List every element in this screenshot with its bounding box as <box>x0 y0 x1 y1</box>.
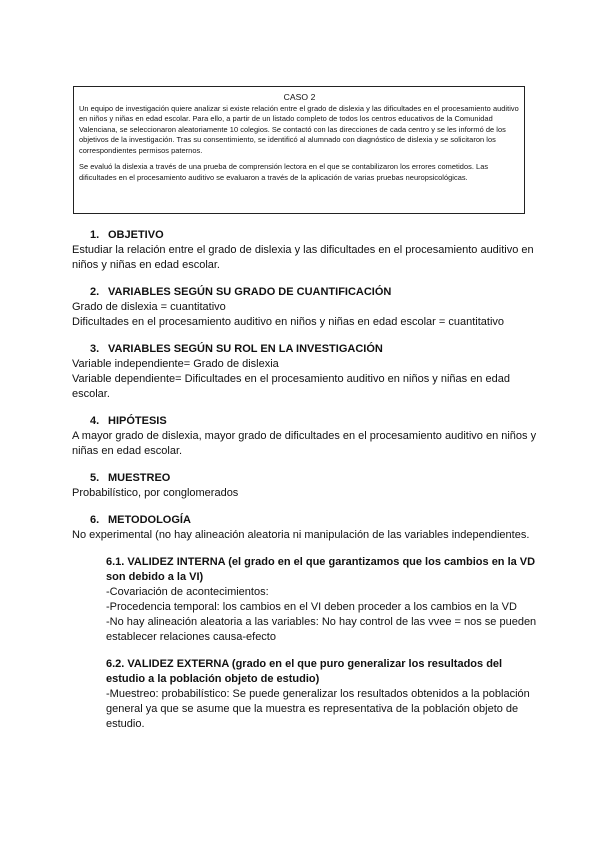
subsection-body: -Muestreo: probabilístico: Se puede generalizar los resultados obtenidos a la población general ya que se asume que la muestra es representativa de la población objeto de estudio. <box>106 688 530 730</box>
subsection-heading: 6.1. VALIDEZ INTERNA (el grado en el que garantizamos que los cambios en la VD son debido a la VI) <box>106 556 536 583</box>
subsection-heading: 6.2. VALIDEZ EXTERNA (grado en el que puro generalizar los resultados del estudio a la población objeto de estudio) <box>106 658 503 685</box>
subsection-validez-externa <box>106 657 540 732</box>
section-heading: 6. METODOLOGÍA <box>90 514 191 526</box>
subsection-body: -Covariación de acontecimientos: -Procedencia temporal: los cambios en el VI deben proceder a los cambios en la VD -No hay alineación aleatoria a las variables: No hay control de las vvee = nos se pueden establecer relaciones causa-efecto <box>106 586 537 643</box>
section-body: Probabilístico, por conglomerados <box>72 487 239 499</box>
case-paragraph-2: Se evaluó la dislexia a través de una prueba de comprensión lectora en el que se contabilizaron los errores cometidos. Las dificultades en el procesamiento auditivo se evaluaron a través de la aplicación de varias pruebas neuropsicológicas. <box>79 162 489 182</box>
section-heading: 1. OBJETIVO <box>90 229 164 241</box>
section-variables-cuantificacion <box>72 285 540 330</box>
section-heading: 3. VARIABLES SEGÚN SU ROL EN LA INVESTIGACIÓN <box>90 343 383 355</box>
section-metodologia <box>72 513 540 543</box>
section-body: Variable independiente= Grado de dislexia Variable dependiente= Dificultades en el procesamiento auditivo en niños y niñas en edad escolar. <box>72 358 510 400</box>
section-heading: 2. VARIABLES SEGÚN SU GRADO DE CUANTIFICACIÓN <box>90 286 392 298</box>
section-body: Grado de dislexia = cuantitativo Dificultades en el procesamiento auditivo en niños y niñas en edad escolar = cuantitativo <box>72 301 505 328</box>
section-muestreo <box>72 471 540 501</box>
section-heading: 5. MUESTREO <box>90 472 171 484</box>
case-title: CASO 2 <box>283 92 316 102</box>
section-body: A mayor grado de dislexia, mayor grado de dificultades en el procesamiento auditivo en niños y niñas en edad escolar. <box>72 430 537 457</box>
section-heading: 4. HIPÓTESIS <box>90 415 167 427</box>
section-hipotesis <box>72 414 540 459</box>
section-body: Estudiar la relación entre el grado de dislexia y las dificultades en el procesamiento auditivo en niños y niñas en edad escolar. <box>72 244 534 271</box>
case-paragraph-1: Un equipo de investigación quiere analizar si existe relación entre el grado de dislexia y las dificultades en el procesamiento auditivo en niños y niñas en edad escolar. Para ello, a partir de un listado completo de todos los centros educativos de la Comunidad Valenciana, se seleccionaron aleatoriamente 10 colegios. Se contactó con las direcciones de cada centro y se les informó de los objetivos de la investigación. Tras su consentimiento, se identificó al alumnado con diagnóstico de dislexia y se solicitaron los correspondientes permisos paternos. <box>79 103 519 155</box>
section-body: No experimental (no hay alineación aleatoria ni manipulación de las variables independientes. <box>72 529 530 541</box>
document-content <box>72 228 540 744</box>
case-box <box>73 86 525 214</box>
subsection-validez-interna <box>106 555 540 645</box>
section-objetivo <box>72 228 540 273</box>
section-variables-rol <box>72 342 540 402</box>
